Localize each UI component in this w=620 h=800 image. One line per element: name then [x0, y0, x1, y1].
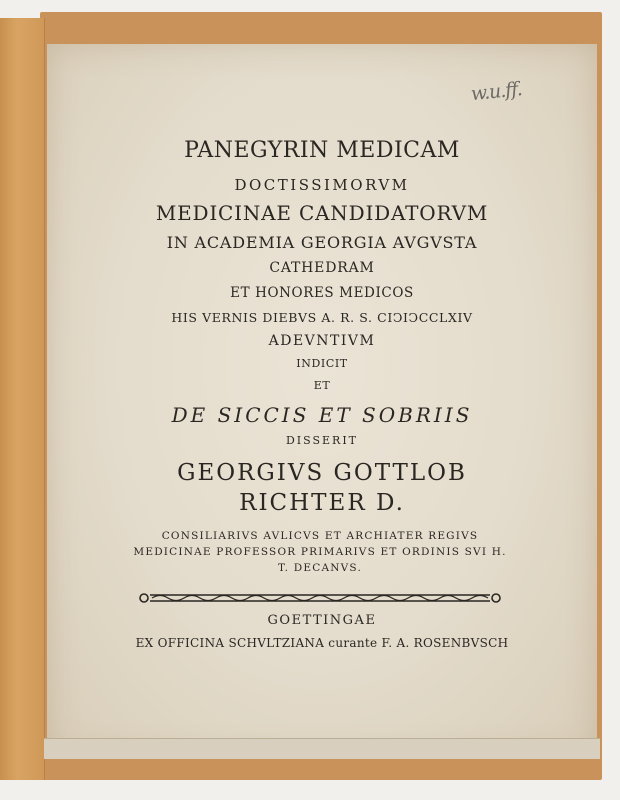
imprint-printer: EX OFFICINA SCHVLTZIANA curante F. A. ROSENBVSCH [135, 636, 509, 650]
book-spine [0, 18, 45, 780]
title-line-disserit: DISSERIT [285, 434, 359, 447]
title-line-panegyrin: PANEGYRIN MEDICAM [184, 138, 460, 163]
title-line-date: HIS VERNIS DIEBVS A. R. S. CIↃIↃCCLXIV [171, 310, 473, 325]
title-line-indicit: INDICIT [296, 357, 348, 370]
handwritten-annotation: w.u.ff. [469, 78, 523, 106]
dissertation-subject: DE SICCIS ET SOBRIIS [171, 403, 473, 427]
author-name: GEORGIVS GOTTLOB [177, 460, 467, 486]
title-line-et: ET [313, 379, 331, 392]
title-line-medicinae: MEDICINAE CANDIDATORVM [155, 201, 489, 225]
author-titles: CONSILIARIVS AVLICVS ET ARCHIATER REGIVS MEDICINAE PROFESSOR PRIMARIVS ET ORDINIS SVI H. T. DECANVS. [133, 530, 507, 574]
title-line-doctissimorum: DOCTISSIMORVM [234, 176, 410, 194]
title-line-adeuntium: ADEVNTIVM [268, 333, 376, 349]
title-line-honores: ET HONORES MEDICOS [230, 285, 414, 301]
page-edge [44, 738, 600, 759]
title-line-academia: IN ACADEMIA GEORGIA AVGVSTA [166, 233, 478, 252]
author-surname: RICHTER D. [239, 490, 405, 516]
ornamental-rule [138, 591, 502, 605]
imprint-place: GOETTINGAE [267, 613, 377, 628]
title-line-cathedram: CATHEDRAM [269, 260, 375, 276]
